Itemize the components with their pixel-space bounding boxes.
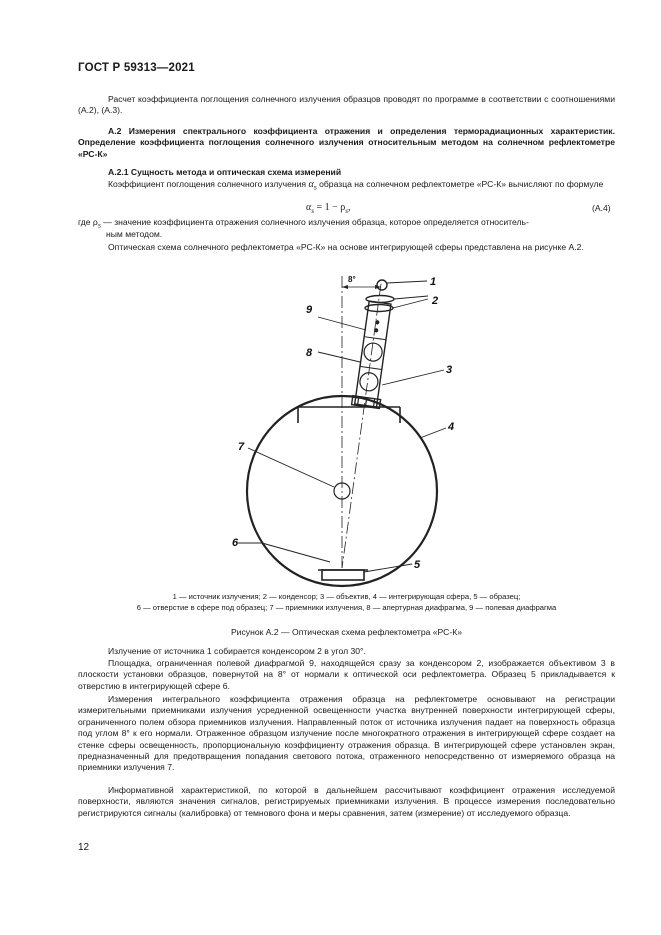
- where-clause: где $\rho_s$ — значение коэффициента отражения солнечного излучения образца, которое определяется относитель-: [78, 217, 529, 230]
- radiation-source: [377, 280, 387, 290]
- aperture-diaphragm: [363, 342, 383, 362]
- label-6: 6: [232, 537, 239, 549]
- label-8: 8: [306, 347, 313, 359]
- page-number: 12: [78, 842, 90, 853]
- label-3: 3: [446, 364, 453, 376]
- label-2: 2: [432, 295, 439, 307]
- where-clause-continued: ным методом.: [106, 229, 163, 239]
- label-4: 4: [448, 421, 455, 433]
- angle-label: 8°: [348, 275, 356, 284]
- after-paragraph-4: Информативной характеристикой, по которой в дальнейшем рассчитывают коэффициент отражения исследуемой поверхности, являются значения сигналов, регистрируемых приемниками излучения. В процессе измерения последовательно регистрируются сигналы (калибровка) от темнового фона и меры сравнения, затем (измерение) от исследуемого образца.: [78, 785, 615, 818]
- tube-assembly: [352, 301, 394, 409]
- formula-intro-paragraph: Коэффициент поглощения солнечного излучения $\alpha_s$ образца на солнечном рефлектометре «РС-К» вычисляют по формуле: [108, 179, 604, 192]
- optical-scheme-figure: [0, 270, 661, 590]
- label-1: 1: [430, 276, 437, 288]
- sample: [322, 570, 364, 580]
- scheme-paragraph: Оптическая схема солнечного рефлектометра «РС-К» на основе интегрирующей сферы представлена на рисунке А.2.: [108, 242, 584, 252]
- after-paragraph-2: Площадка, ограниченная полевой диафрагмой 9, находящейся сразу за конденсором 2, изображается объективом 3 в плоскости установки образцов, повернутой на 8° от нормали к оптической оси рефлектометра. Образец 5 прикладывается к отверстию в интегрирующей сфере 6.: [78, 658, 615, 691]
- label-7: 7: [238, 441, 245, 453]
- figure-legend-line-2: 6 — отверстие в сфере под образец; 7 — приемники излучения, 8 — апертурная диафрагма, 9 — полевая диафрагма: [136, 603, 557, 612]
- intro-paragraph: Расчет коэффициента поглощения солнечного излучения образцов проводят по программе в соответствии с соотношениями (А.2), (А.3).: [78, 94, 615, 116]
- section-heading: А.2 Измерения спектрального коэффициента отражения и определения терморадиационных характеристик. Определение коэффициента поглощения солнечного излучения относительным методом на солнечном рефлектометре «РС-К»: [78, 126, 615, 159]
- subsection-heading: А.2.1 Сущность метода и оптическая схема измерений: [108, 167, 342, 177]
- formula-a4: $\alpha_s = 1 - \rho_s$,: [306, 202, 351, 215]
- figure-title: Рисунок А.2 — Оптическая схема рефлектометра «РС-К»: [230, 627, 463, 637]
- label-9: 9: [306, 304, 313, 316]
- figure-legend-line-1: 1 — источник излучения; 2 — конденсор; 3 — объектив, 4 — интегрирующая сфера, 5 — образец;: [172, 592, 521, 601]
- condenser-lens-1: [366, 296, 394, 303]
- after-paragraph-3: Измерения интегрального коэффициента отражения образца на рефлектометре основывают на регистрации измерительными приемниками излучения усредненной освещенности участка внутренней поверхности интегрирующей сферы, ограниченного полем обзора приемников излучения. Направленный поток от источника излучения падает на поверхность образца под углом 8° к его нормали. Отраженное образцом излучение после многократного отражения в интегрирующей сфере создает на стенке сферы освещенность, пропорциональную коэффициенту отражения образца. В интегрирующей сфере установлен экран, предназначенный для предотвращения попадания светового потока, отраженного непосредственно от измеряемого образца на приемники излучения 7.: [78, 694, 615, 773]
- after-paragraph-1: Излучение от источника 1 собирается конденсором 2 в угол 30°.: [108, 646, 366, 656]
- label-5: 5: [414, 559, 421, 571]
- tilted-axis: [342, 284, 381, 568]
- formula-number: (А.4): [592, 203, 611, 213]
- condenser-lens-2: [365, 305, 393, 312]
- document-header: ГОСТ Р 59313—2021: [78, 62, 195, 74]
